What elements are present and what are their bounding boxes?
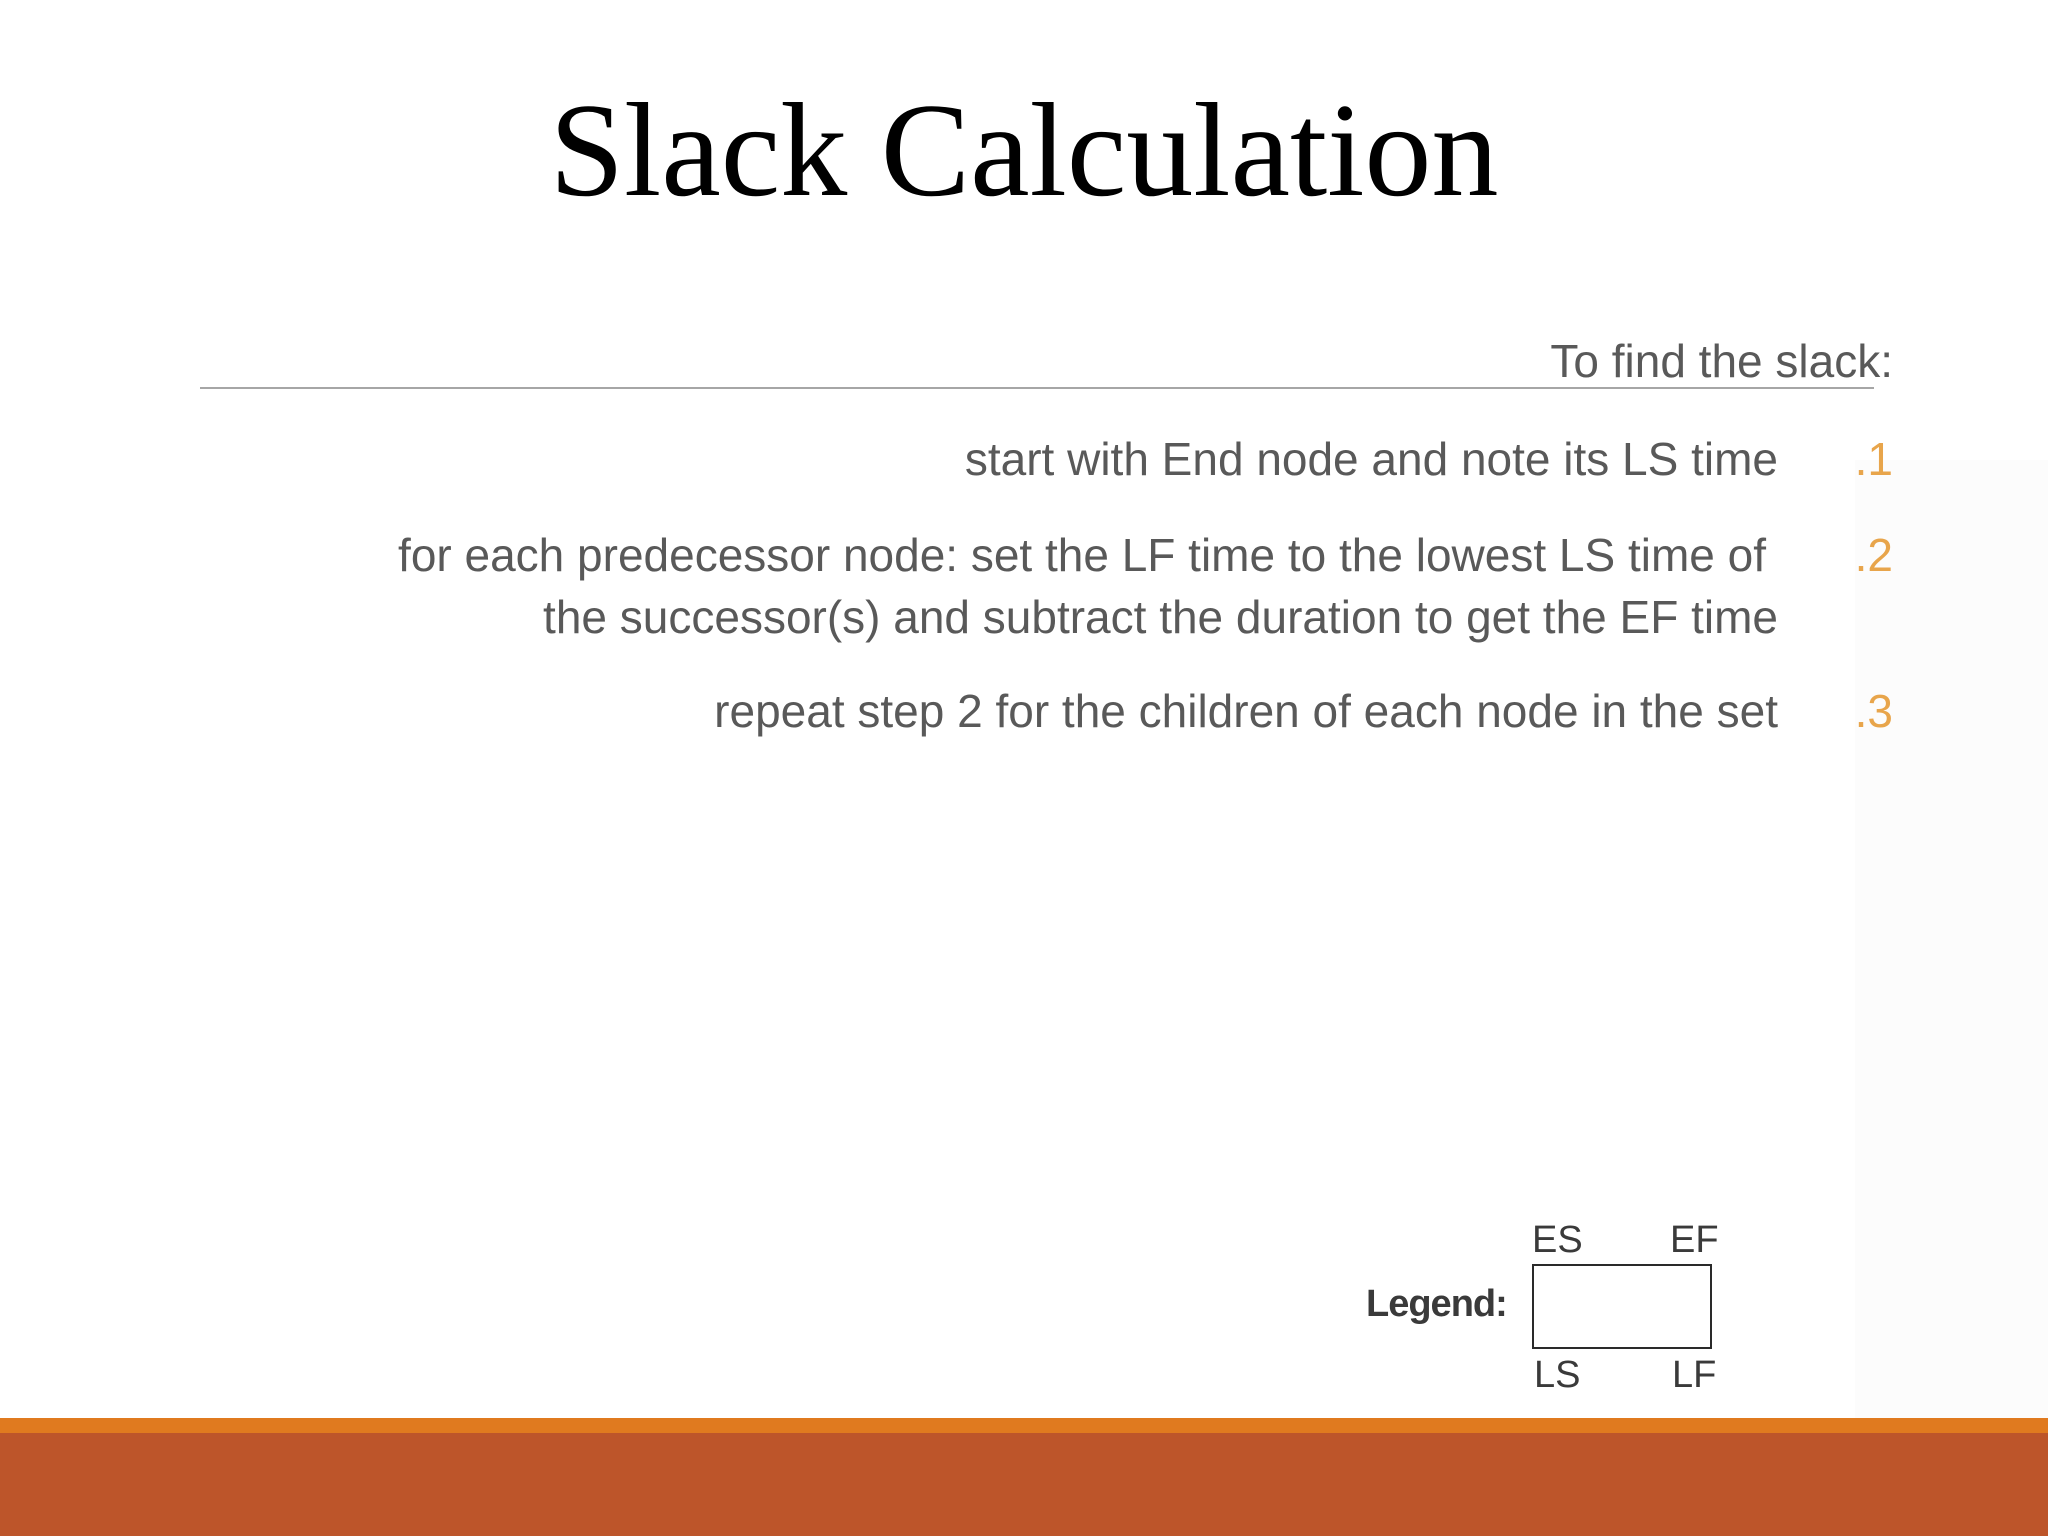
step-number: .3 bbox=[1854, 685, 1893, 737]
legend-ef-label: EF bbox=[1670, 1219, 1719, 1261]
slide-title: Slack Calculation bbox=[549, 76, 1499, 224]
step-item-3 bbox=[714, 680, 1893, 742]
step-item-1 bbox=[965, 428, 1893, 490]
step-text: repeat step 2 for the children of each node in the set bbox=[714, 685, 1778, 737]
legend-lf-label: LF bbox=[1672, 1354, 1717, 1396]
legend-ls-label: LS bbox=[1534, 1354, 1581, 1396]
step-text-line: the successor(s) and subtract the duration to get the EF time bbox=[543, 591, 1778, 643]
step-text-line: for each predecessor node: set the LF time to the lowest LS time of bbox=[398, 529, 1766, 581]
footer-accent-stripe bbox=[0, 1418, 2048, 1433]
step-item-2 bbox=[398, 524, 1893, 648]
step-text: start with End node and note its LS time bbox=[964, 433, 1778, 485]
legend-node-box bbox=[1532, 1264, 1712, 1349]
footer-bar bbox=[0, 1433, 2048, 1536]
divider-line bbox=[200, 387, 1874, 389]
step-text bbox=[398, 524, 1778, 648]
legend-label: Legend: bbox=[1366, 1283, 1507, 1325]
step-number: .2 bbox=[1854, 529, 1893, 581]
step-number: .1 bbox=[1854, 433, 1893, 485]
legend-es-label: ES bbox=[1532, 1219, 1583, 1261]
intro-text: To find the slack: bbox=[1550, 335, 1893, 387]
